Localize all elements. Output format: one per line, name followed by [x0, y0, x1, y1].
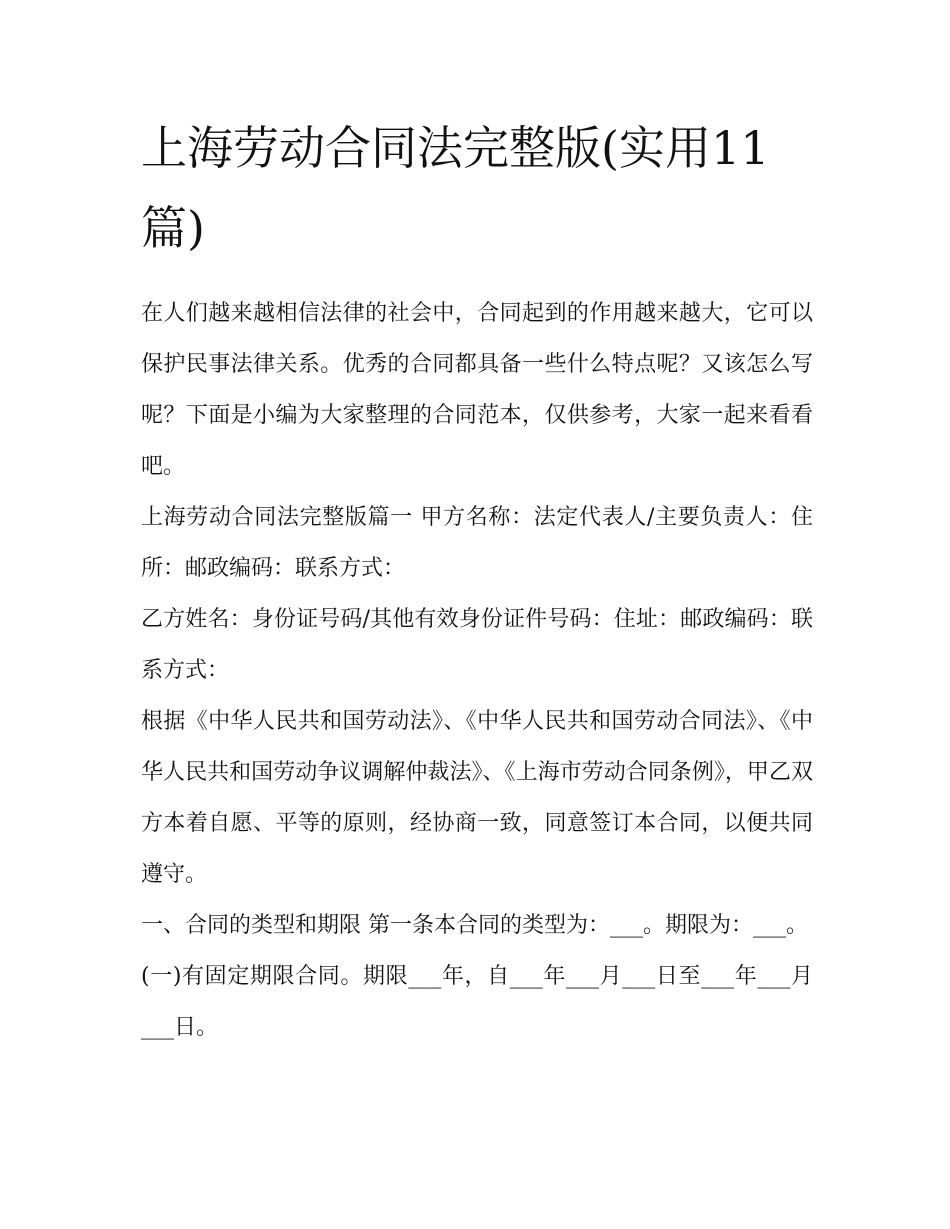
- party-a-paragraph: 上海劳动合同法完整版篇一 甲方名称：法定代表人/主要负责人：住所：邮政编码：联系方式：: [141, 505, 813, 581]
- intro-paragraph: 在人们越来越相信法律的社会中，合同起到的作用越来越大，它可以保护民事法律关系。优秀的合同都具备一些什么特点呢？又该怎么写呢？下面是小编为大家整理的合同范本，仅供参考，大家一起来看看吧。: [141, 301, 813, 479]
- contract-type-paragraph: 一、合同的类型和期限 第一条本合同的类型为：___。期限为：___。: [141, 913, 808, 938]
- fixed-term-paragraph: (一)有固定期限合同。期限___年，自___年___月___日至___年___月___日。: [141, 964, 813, 1040]
- legal-basis-paragraph: 根据《中华人民共和国劳动法》、《中华人民共和国劳动合同法》、《中华人民共和国劳动争议调解仲裁法》、《上海市劳动合同条例》，甲乙双方本着自愿、平等的原则，经协商一致，同意签订本合同，以便共同遵守。: [141, 709, 813, 887]
- document-title: 上海劳动合同法完整版(实用11篇): [141, 121, 770, 255]
- party-b-paragraph: 乙方姓名：身份证号码/其他有效身份证件号码：住址：邮政编码：联系方式：: [141, 607, 813, 683]
- document-page: [141, 108, 813, 1053]
